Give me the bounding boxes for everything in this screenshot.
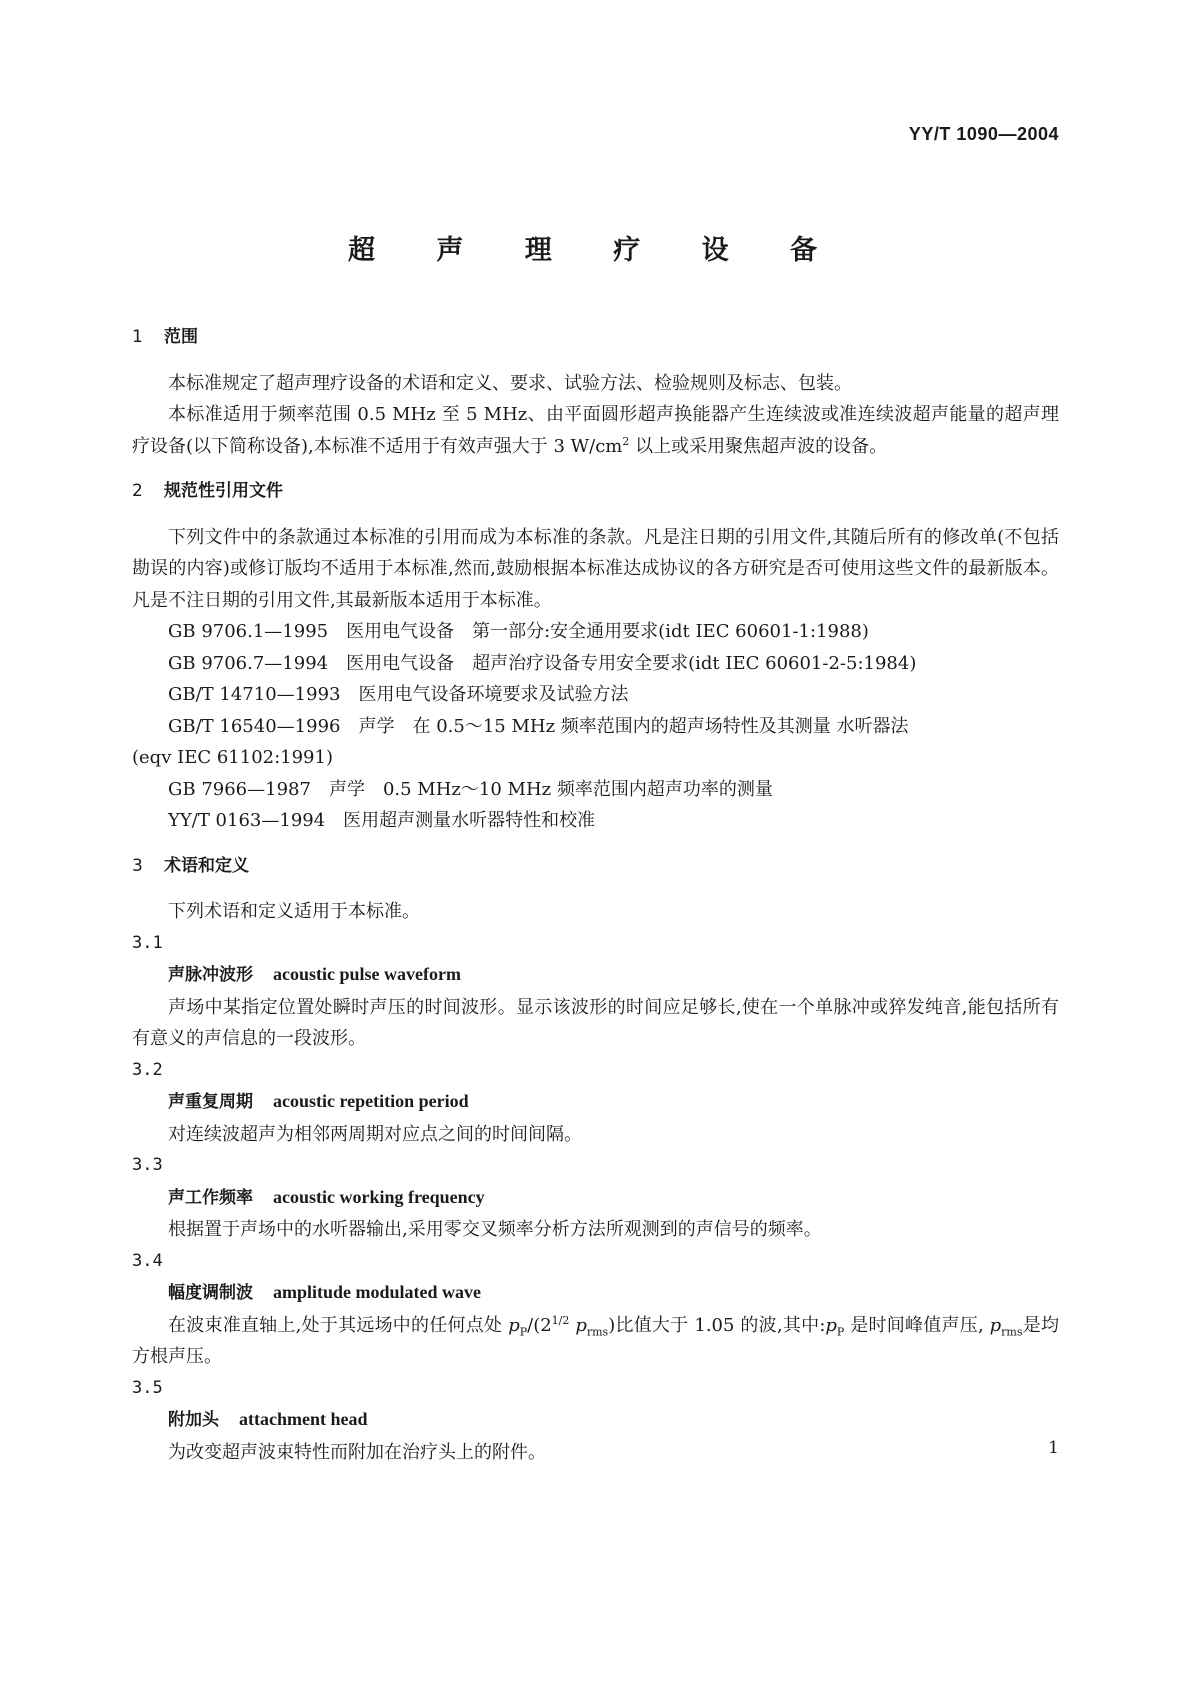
term-definition: 根据置于声场中的水听器输出,采用零交叉频率分析方法所观测到的声信号的频率。 [168,1219,822,1240]
paragraph: 本标准规定了超声理疗设备的术语和定义、要求、试验方法、检验规则及标志、包装。 [168,372,852,394]
reference-item-continuation: (eqv IEC 61102:1991) [132,747,333,768]
term-zh: 幅度调制波 [168,1283,253,1303]
term-en: acoustic working frequency [273,1186,485,1207]
term-definition: 为改变超声波束特性而附加在治疗头上的附件。 [168,1441,546,1463]
symbol-p: p [825,1314,837,1336]
subscript: rms [586,1325,609,1339]
symbol-p: p [508,1314,520,1336]
superscript: 1/2 [551,1313,570,1327]
section-title: 规范性引用文件 [164,481,283,501]
standard-code: YY/T 1090—2004 [908,124,1059,144]
reference-item: GB/T 14710—1993 医用电气设备环境要求及试验方法 [168,684,629,705]
clause-number: 3.3 [132,1155,163,1175]
term-definition: 对连续波超声为相邻两周期对应点之间的时间间隔。 [168,1123,582,1145]
reference-item: GB 9706.1—1995 医用电气设备 第一部分:安全通用要求(idt IEC 60601-1:1988) [168,621,869,642]
section-2-heading [132,476,1059,508]
document-title: 超 声 理 疗 设 备 [348,235,843,266]
clause-number: 3.4 [132,1250,163,1271]
term-heading [132,1086,1059,1119]
term-en: acoustic pulse waveform [273,964,461,984]
reference-item: GB 7966—1987 声学 0.5 MHz～10 MHz 频率范围内超声功率的测量 [168,778,773,800]
superscript: 2 [622,434,630,448]
reference-item: GB/T 16540—1996 声学 在 0.5～15 MHz 频率范围内的超声场特性及其测量 水听器法 [168,715,909,737]
section-number: 1 [132,327,143,347]
term-definition [132,1310,1059,1373]
text-run: 本标准适用于频率范围 0.5 MHz 至 5 MHz、由平面圆形超声换能器产生连续波或准连续波超声能量的超声理疗设备(以下简称设备),本标准不适用于有效声强大于 3 W/cm [132,404,1059,457]
document-body [132,322,1059,1468]
term-zh: 声重复周期 [168,1092,253,1112]
term-en: amplitude modulated wave [273,1282,482,1302]
term-en: attachment head [239,1409,368,1429]
text-run: 是均方根声压。 [132,1314,1059,1367]
subscript: rms [1001,1325,1023,1339]
term-heading [132,1404,1059,1437]
term-definition: 声场中某指定位置处瞬时声压的时间波形。显示该波形的时间应足够长,使在一个单脉冲或猝发纯音,能包括所有有意义的声信息的一段波形。 [132,996,1059,1049]
paragraph: 下列文件中的条款通过本标准的引用而成为本标准的条款。凡是注日期的引用文件,其随后所有的修改单(不包括勘误的内容)或修订版均不适用于本标准,然而,鼓励根据本标准达成协议的各方研究是否可使用这些文件的最新版本。凡是不注日期的引用文件,其最新版本适用于本标准。 [132,526,1059,611]
term-zh: 声脉冲波形 [168,965,253,985]
text-run: 在波束准直轴上,处于其远场中的任何点处 [168,1314,509,1336]
paragraph [132,399,1059,462]
text-run: 是时间峰值声压, [844,1314,984,1336]
clause-number: 3.1 [132,932,163,953]
term-heading [132,959,1059,992]
symbol-p: p [569,1314,587,1336]
page-number: 1 [1048,1438,1059,1458]
term-zh: 附加头 [168,1410,219,1430]
reference-item: YY/T 0163—1994 医用超声测量水听器特性和校准 [168,810,596,831]
clause-number: 3.2 [132,1059,163,1080]
section-title: 术语和定义 [164,855,249,876]
section-number: 2 [132,481,143,501]
clause-number: 3.5 [132,1377,163,1398]
term-heading [132,1277,1059,1310]
paragraph: 下列术语和定义适用于本标准。 [168,901,420,922]
section-1-heading [132,322,1059,354]
subscript: P [519,1325,528,1339]
section-number: 3 [132,855,143,876]
symbol-p: p [983,1314,1002,1336]
text-run: )比值大于 1.05 的波,其中: [608,1314,826,1336]
text-run: 以上或采用聚焦超声波的设备。 [629,435,888,457]
section-3-heading [132,851,1059,883]
section-title: 范围 [164,327,198,347]
text-run: /(2 [527,1314,552,1336]
term-en: acoustic repetition period [273,1091,469,1111]
term-zh: 声工作频率 [168,1187,253,1208]
reference-item: GB 9706.7—1994 医用电气设备 超声治疗设备专用安全要求(idt IEC 60601-2-5:1984) [168,652,917,674]
subscript: P [836,1325,845,1339]
term-heading [132,1182,1059,1215]
